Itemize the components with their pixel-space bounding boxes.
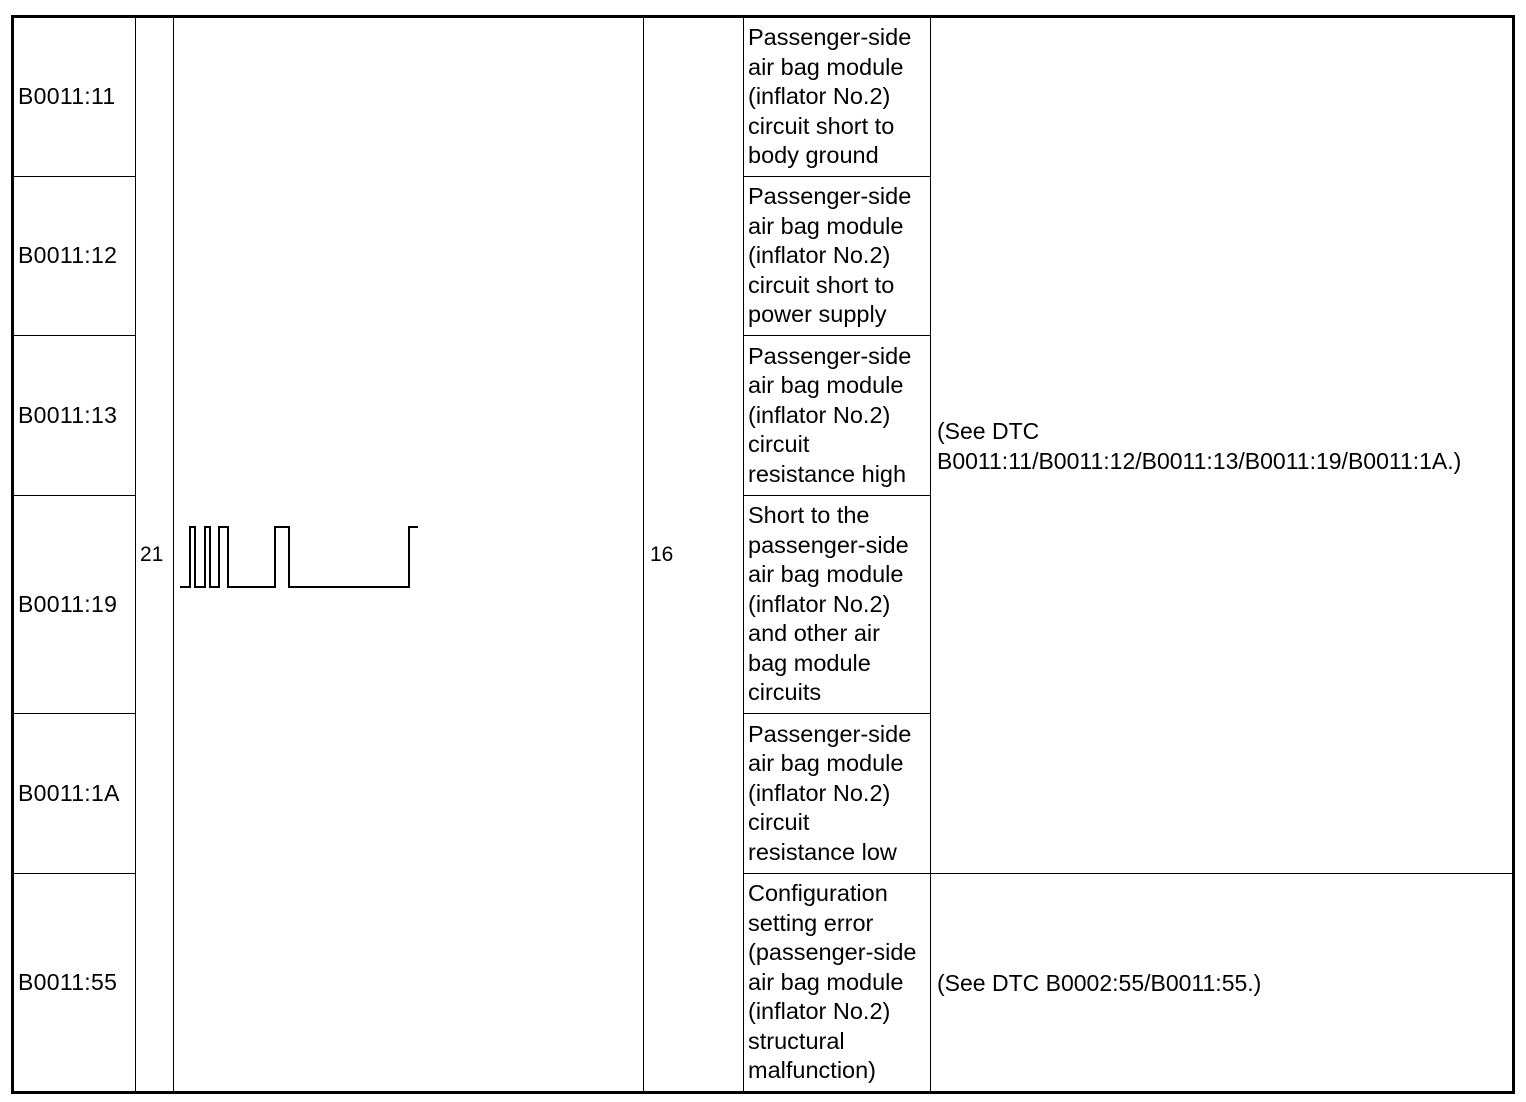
reference-line: (See DTC B0002:55/B0011:55.) (937, 969, 1262, 996)
dtc-code: B0011:55 (13, 874, 136, 1093)
pin-number: 16 (644, 17, 744, 1093)
condition-cell (744, 496, 931, 714)
table-row (13, 17, 1514, 177)
condition-cell (744, 714, 931, 874)
condition-line: air bag module (748, 53, 904, 80)
condition-line: structural (748, 1027, 845, 1054)
condition-line: (inflator No.2) (748, 401, 891, 428)
dtc-code: B0011:19 (13, 496, 136, 714)
condition-line: air bag module (748, 561, 904, 588)
condition-cell (744, 336, 931, 496)
condition-line: air bag module (748, 750, 904, 777)
flash-count: 21 (136, 17, 174, 1093)
condition-line: setting error (748, 909, 874, 936)
condition-line: (inflator No.2) (748, 242, 891, 269)
condition-line: air bag module (748, 968, 904, 995)
condition-line: circuit (748, 431, 810, 458)
condition-line: passenger-side (748, 531, 909, 558)
reference-line: (See DTC (937, 417, 1040, 444)
condition-line: body ground (748, 142, 879, 169)
condition-line: Configuration (748, 880, 888, 907)
dtc-code: B0011:1A (13, 714, 136, 874)
condition-line: circuits (748, 679, 822, 706)
condition-line: air bag module (748, 372, 904, 399)
condition-line: Passenger-side (748, 24, 912, 51)
dtc-table (11, 15, 1515, 1094)
dtc-code: B0011:13 (13, 336, 136, 496)
condition-line: resistance low (748, 838, 897, 865)
flash-pattern-cell (174, 17, 644, 1093)
reference-cell (931, 17, 1514, 874)
condition-cell (744, 17, 931, 177)
condition-cell (744, 177, 931, 336)
condition-line: Short to the (748, 502, 870, 529)
dtc-code: B0011:12 (13, 177, 136, 336)
condition-line: circuit short to (748, 271, 895, 298)
condition-line: air bag module (748, 212, 904, 239)
condition-line: malfunction) (748, 1057, 876, 1084)
condition-line: (inflator No.2) (748, 779, 891, 806)
condition-line: (inflator No.2) (748, 83, 891, 110)
condition-line: power supply (748, 301, 887, 328)
condition-line: (inflator No.2) (748, 998, 891, 1025)
dtc-code: B0011:11 (13, 17, 136, 177)
condition-line: (passenger-side (748, 939, 917, 966)
condition-line: and other air (748, 620, 880, 647)
condition-line: Passenger-side (748, 342, 912, 369)
condition-line: resistance high (748, 460, 907, 487)
condition-line: (inflator No.2) (748, 590, 891, 617)
reference-line: B0011:11/B0011:12/B0011:13/B0011:19/B0011:1A.) (937, 447, 1462, 474)
condition-line: bag module (748, 649, 871, 676)
condition-line: Passenger-side (748, 720, 912, 747)
flash-pattern-waveform-icon (174, 20, 644, 1090)
condition-line: Passenger-side (748, 183, 912, 210)
condition-line: circuit short to (748, 112, 895, 139)
reference-cell (931, 874, 1514, 1093)
condition-cell (744, 874, 931, 1093)
condition-line: circuit (748, 809, 810, 836)
